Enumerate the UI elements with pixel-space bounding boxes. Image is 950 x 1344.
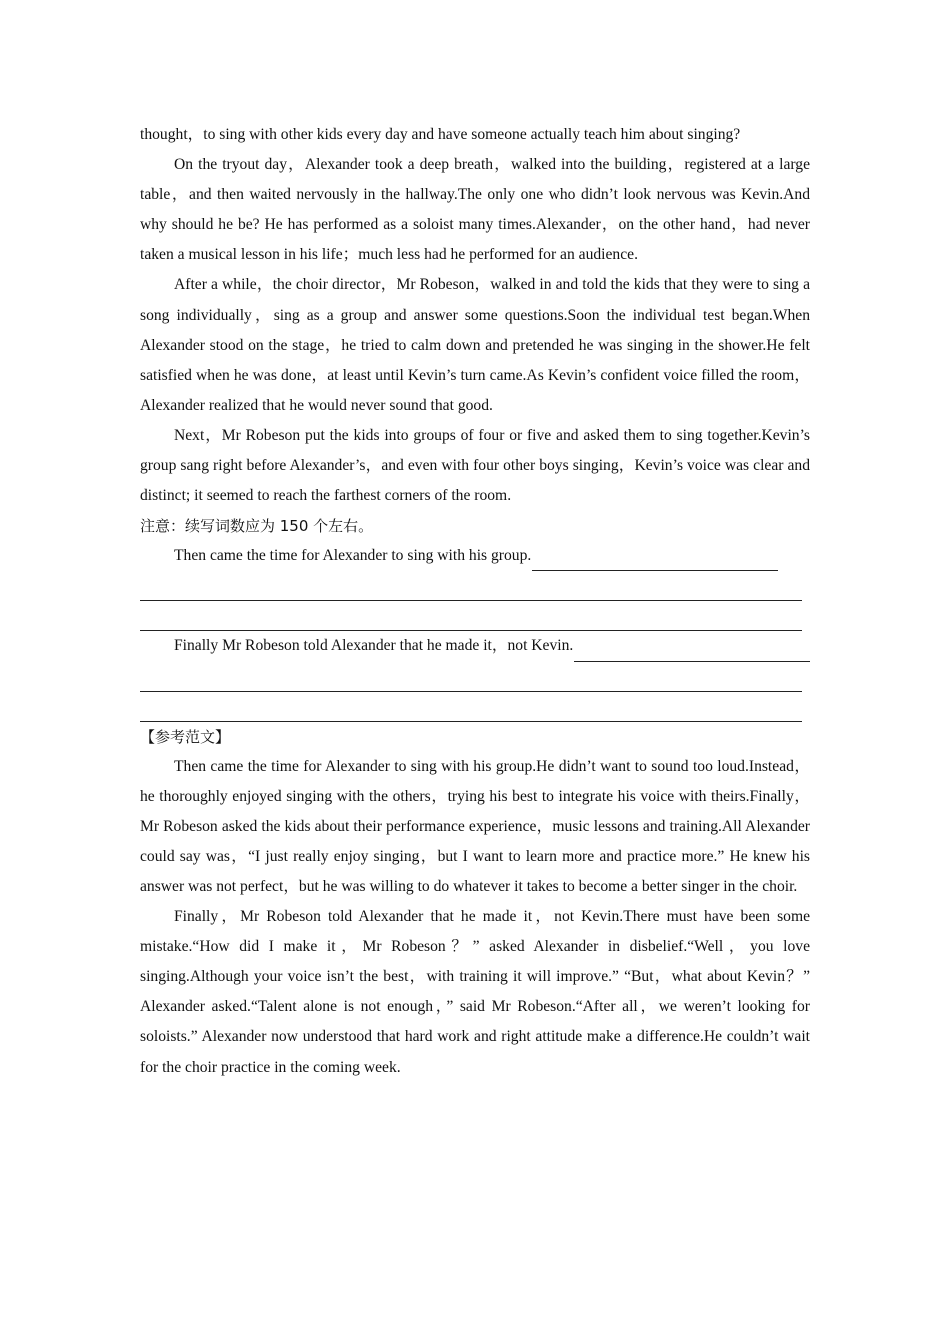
answer-blank-line[interactable]	[140, 692, 802, 722]
document-page	[140, 120, 810, 1083]
continuation-prompt-1	[140, 541, 810, 571]
answer-blank-line[interactable]	[140, 601, 802, 631]
prompt-1-text: Then came the time for Alexander to sing with his group.	[174, 547, 532, 565]
answer-blank-inline-2[interactable]	[574, 642, 810, 662]
answer-blank-line[interactable]	[140, 571, 802, 601]
prompt-2-text: Finally Mr Robeson told Alexander that he made it，not Kevin.	[174, 637, 574, 655]
reference-heading: 【参考范文】	[140, 727, 231, 746]
story-paragraph-0: thought，to sing with other kids every day and have someone actually teach him about singing?	[140, 126, 741, 143]
story-paragraph-3: Next，Mr Robeson put the kids into groups of four or five and asked them to sing together.Kevin’s group sang right before Alexander’s，and even with four other boys singing，Kevin’s voice was clear and distinct; it seemed to reach the farthest corners of the room.	[140, 426, 810, 505]
story-paragraph-1: On the tryout day，Alexander took a deep breath，walked into the building，registered at a large table，and then waited nervously in the hallway.The only one who didn’t look nervous was Kevin.And why should he be? He has performed as a soloist many times.Alexander，on the other hand，had never taken a musical lesson in his life；much less had he performed for an audience.	[140, 156, 810, 264]
continuation-prompt-2	[140, 631, 810, 661]
answer-blank-inline-1[interactable]	[532, 551, 778, 571]
answer-blank-line[interactable]	[140, 662, 802, 692]
reference-paragraph-2: Finally，Mr Robeson told Alexander that he made it，not Kevin.There must have been some mistake.“How did I make it，Mr Robeson？” asked Alexander in disbelief.“Well，you love singing.Although your voice isn’t the best，with training it will improve.” “But，what about Kevin？” Alexander asked.“Talent alone is not enough，” said Mr Robeson.“After all，we weren’t looking for soloists.” Alexander now understood that hard work and right attitude make a difference.He couldn’t wait for the choir practice in the coming week.	[140, 908, 810, 1076]
story-paragraph-2: After a while，the choir director，Mr Robeson，walked in and told the kids that they were to sing a song individually，sing as a group and answer some questions.Soon the individual test began.When Alexander stood on the stage，he tried to calm down and pretended he was singing in the shower.He felt satisfied when he was done，at least until Kevin’s turn came.As Kevin’s confident voice filled the room，Alexander realized that he would never sound that good.	[140, 276, 810, 414]
reference-paragraph-1: Then came the time for Alexander to sing with his group.He didn’t want to sound too loud.Instead，he thoroughly enjoyed singing with the others，trying his best to integrate his voice with theirs.Finally，Mr Robeson asked the kids about their performance experience，music lessons and training.All Alexander could say was，“I just really enjoy singing，but I want to learn more and practice more.” He knew his answer was not perfect，but he was willing to do whatever it takes to become a better singer in the choir.	[140, 757, 810, 895]
word-count-note: 注意：续写词数应为 150 个左右。	[140, 517, 374, 536]
